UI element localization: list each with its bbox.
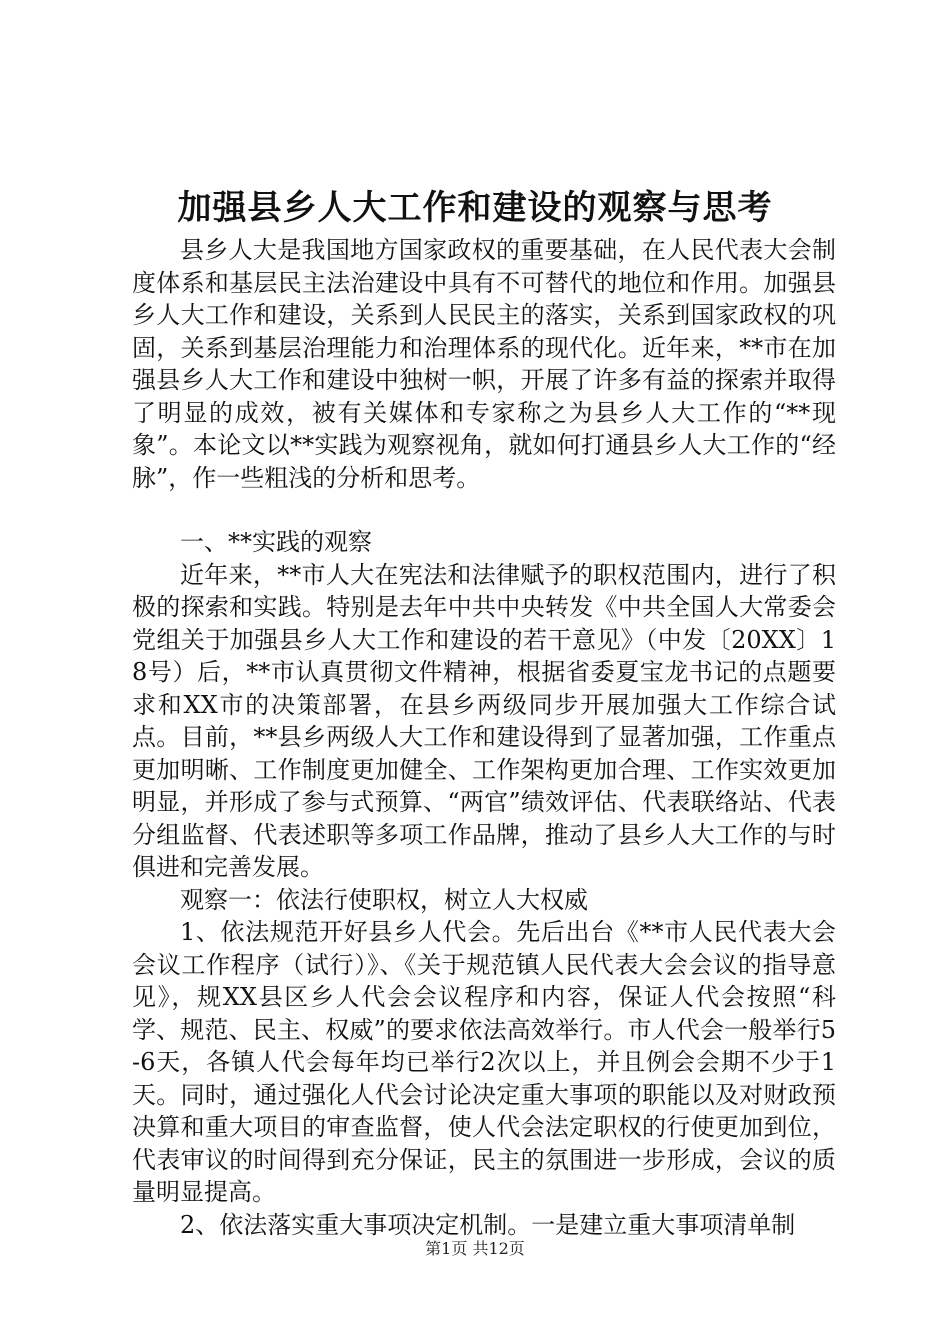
subsection-heading: 观察一：依法行使职权，树立人大权威 <box>180 885 588 914</box>
page-footer: 第1页 共12页 <box>425 1239 525 1258</box>
intro-paragraph: 县乡人大是我国地方国家政权的重要基础，在人民代表大会制度体系和基层民主法治建设中具有不可替代的地位和作用。加强县乡人大工作和建设，关系到人民民主的落实，关系到国家政权的巩固，关系到基层治理能力和治理体系的现代化。近年来，**市在加强县乡人大工作和建设中独树一帜，开展了许多有益的探索并取得了明显的成效，被有关媒体和专家称之为县乡人大工作的“**现象”。本论文以**实践为观察视角，就如何打通县乡人大工作的“经脉”，作一些粗浅的分析和思考。 <box>132 236 836 492</box>
document-title: 加强县乡人大工作和建设的观察与思考 <box>177 188 773 228</box>
section-heading: 一、**实践的观察 <box>180 528 372 556</box>
body-paragraph: 近年来，**市人大在宪法和法律赋予的职权范围内，进行了积极的探索和实践。特别是去年中共中央转发《中共全国人大常委会党组关于加强县乡人大工作和建设的若干意见》（中发〔20XX〕18号）后，**市认真贯彻文件精神，根据省委夏宝龙书记的点题要求和XX市的决策部署，在县乡两级同步开展加强大工作综合试点。目前，**县乡两级人大工作和建设得到了显著加强，工作重点更加明晰、工作制度更加健全、工作架构更加合理、工作实效更加明显，并形成了参与式预算、“两官”绩效评估、代表联络站、代表分组监督、代表述职等多项工作品牌，推动了县乡人大工作的与时俱进和完善发展。 <box>132 560 836 881</box>
body-paragraph: 2、依法落实重大事项决定机制。一是建立重大事项清单制 <box>180 1210 796 1239</box>
document-body <box>132 234 836 1241</box>
body-paragraph: 1、依法规范开好县乡人代会。先后出台《**市人民代表大会会议工作程序（试行）》、《关于规范镇人民代表大会会议的指导意见》，规XX县区乡人代会会议程序和内容，保证人代会按照“科学、规范、民主、权威”的要求依法高效举行。市人代会一般举行5-6天，各镇人代会每年均已举行2次以上，并且例会会期不少于1天。同时，通过强化人代会讨论决定重大事项的职能以及对财政预决算和重大项目的审查监督，使人代会法定职权的行使更加到位，代表审议的时间得到充分保证，民主的氛围进一步形成，会议的质量明显提高。 <box>132 918 836 1206</box>
